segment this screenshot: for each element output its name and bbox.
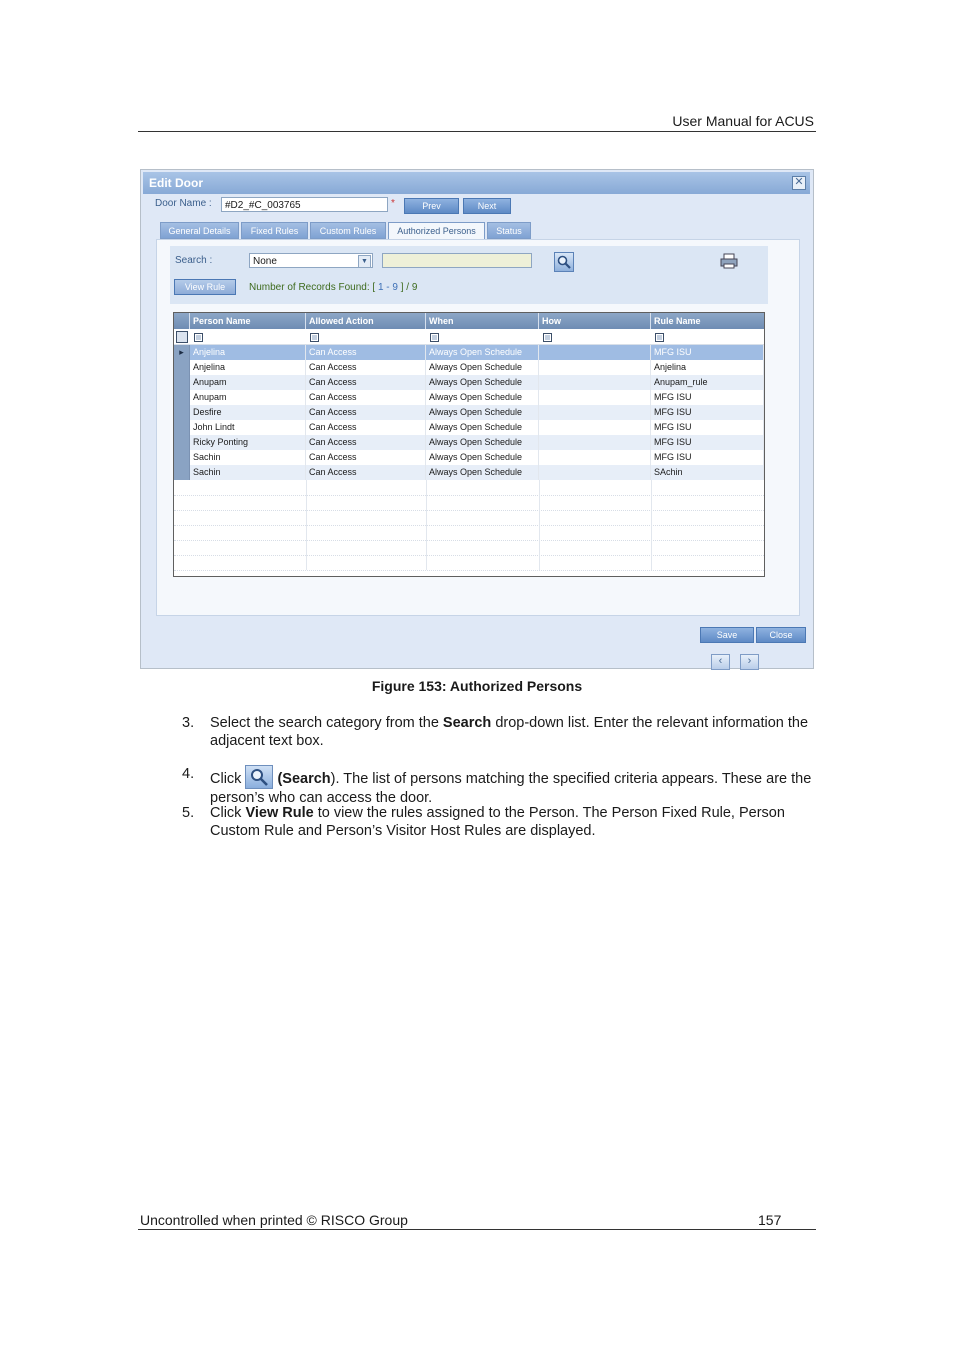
table-cell (539, 405, 651, 420)
table-cell: MFG ISU (651, 405, 764, 420)
row-indicator (174, 390, 190, 405)
records-total: ] / 9 (400, 282, 418, 293)
table-cell: Can Access (306, 390, 426, 405)
empty-row (174, 480, 764, 496)
table-cell (539, 420, 651, 435)
window-title: Edit Door (149, 176, 203, 190)
table-cell (539, 465, 651, 480)
empty-cell (651, 510, 765, 525)
column-header[interactable]: Person Name (190, 313, 306, 329)
filter-checkbox[interactable] (543, 333, 552, 342)
filter-icon[interactable] (176, 331, 188, 343)
row-indicator (174, 435, 190, 450)
step-text: Select the search category from the (210, 715, 443, 731)
table-row[interactable] (174, 420, 764, 435)
empty-cell (539, 555, 652, 570)
chevron-down-icon[interactable]: ▼ (358, 255, 371, 268)
table-row[interactable] (174, 375, 764, 390)
empty-row (174, 525, 764, 541)
table-cell (539, 390, 651, 405)
table-cell: Always Open Schedule (426, 405, 539, 420)
filter-checkbox[interactable] (655, 333, 664, 342)
row-indicator (174, 420, 190, 435)
table-cell (539, 450, 651, 465)
empty-cell (539, 510, 652, 525)
empty-cell (306, 540, 427, 555)
table-cell: Anjelina (651, 360, 764, 375)
step-text: to view the rules assigned to the Person. The Person Fixed Rule, Person Custom Rule and Person’s Visitor Host Rules are displayed. (210, 805, 785, 839)
tab-general-details[interactable]: General Details (160, 222, 239, 239)
empty-row (174, 495, 764, 511)
row-indicator (174, 375, 190, 390)
step-number: 5. (182, 805, 195, 821)
empty-cell (306, 495, 427, 510)
search-icon (245, 765, 273, 789)
column-header[interactable]: Allowed Action (306, 313, 426, 329)
table-cell: Desfire (190, 405, 306, 420)
empty-cell (306, 510, 427, 525)
table-row[interactable] (174, 360, 764, 375)
table-cell: Always Open Schedule (426, 465, 539, 480)
page-header (138, 112, 816, 132)
table-row[interactable] (174, 465, 764, 480)
grid-header (174, 313, 764, 329)
empty-cell (426, 480, 540, 495)
column-header[interactable]: How (539, 313, 651, 329)
empty-row (174, 540, 764, 556)
save-button[interactable]: Save (700, 627, 754, 643)
table-cell: Sachin (190, 450, 306, 465)
table-cell: Always Open Schedule (426, 390, 539, 405)
table-row[interactable] (174, 450, 764, 465)
records-range: 1 - 9 (375, 282, 401, 293)
table-cell: Can Access (306, 465, 426, 480)
page-footer (138, 1210, 816, 1230)
empty-cell (426, 555, 540, 570)
table-cell (539, 435, 651, 450)
step-number: 3. (182, 715, 195, 731)
footer-copyright: Uncontrolled when printed © RISCO Group (140, 1212, 408, 1228)
empty-cell (190, 480, 307, 495)
empty-row (174, 510, 764, 526)
table-cell: Anjelina (190, 345, 306, 360)
step-bold: (Search (277, 771, 331, 787)
row-indicator (174, 360, 190, 375)
records-found (249, 282, 417, 293)
empty-cell (426, 495, 540, 510)
table-cell: Always Open Schedule (426, 420, 539, 435)
empty-cell (539, 525, 652, 540)
persons-grid (173, 312, 765, 577)
table-cell: Can Access (306, 375, 426, 390)
search-bar (170, 246, 768, 304)
row-indicator (174, 465, 190, 480)
table-cell: Ricky Ponting (190, 435, 306, 450)
empty-cell (539, 495, 652, 510)
table-cell: Anupam_rule (651, 375, 764, 390)
empty-cell (539, 480, 652, 495)
table-cell (539, 345, 651, 360)
table-cell: Can Access (306, 360, 426, 375)
step-text: Click (210, 805, 246, 821)
table-cell: MFG ISU (651, 390, 764, 405)
records-text: Number of Records Found: [ (249, 282, 376, 293)
next-button[interactable]: Next (463, 198, 511, 214)
empty-cell (426, 525, 540, 540)
window-titlebar (143, 172, 810, 194)
empty-cell (190, 540, 307, 555)
tab-status[interactable]: Status (487, 222, 531, 239)
view-rule-button[interactable]: View Rule (174, 279, 236, 295)
table-cell: MFG ISU (651, 450, 764, 465)
empty-cell (190, 495, 307, 510)
filter-row (174, 330, 764, 345)
step-text: drop-down list. Enter the relevant information the adjacent text box. (210, 715, 809, 749)
table-cell: Always Open Schedule (426, 375, 539, 390)
table-cell: SAchin (651, 465, 764, 480)
search-icon (555, 253, 573, 271)
column-header[interactable]: When (426, 313, 539, 329)
chevron-right-icon[interactable]: › (740, 654, 759, 670)
table-cell: Always Open Schedule (426, 360, 539, 375)
table-row[interactable] (174, 435, 764, 450)
search-label: Search : (175, 255, 213, 266)
table-cell: Always Open Schedule (426, 435, 539, 450)
filter-checkbox[interactable] (310, 333, 319, 342)
tab-custom-rules[interactable]: Custom Rules (310, 222, 386, 239)
table-row[interactable] (174, 345, 764, 360)
column-header[interactable]: Rule Name (654, 316, 701, 326)
step-text: Click (210, 771, 246, 787)
empty-cell (651, 540, 765, 555)
empty-cell (426, 540, 540, 555)
table-cell: John Lindt (190, 420, 306, 435)
header-corner (174, 313, 190, 329)
empty-cell (426, 510, 540, 525)
row-indicator (174, 450, 190, 465)
required-mark: * (391, 198, 395, 209)
empty-cell (539, 540, 652, 555)
table-cell: Always Open Schedule (426, 450, 539, 465)
printer-icon[interactable] (719, 253, 739, 269)
empty-cell (306, 480, 427, 495)
header-title: User Manual for ACUS (672, 113, 814, 129)
empty-cell (190, 555, 307, 570)
empty-row (174, 555, 764, 571)
step-bold: View Rule (245, 805, 314, 821)
step-text: ). The list of persons matching the specified criteria appears. These are the person’s who can access the door. (210, 771, 812, 806)
step-bold: Search (442, 715, 492, 731)
empty-cell (306, 525, 427, 540)
table-cell: Anupam (190, 375, 306, 390)
tab-fixed-rules[interactable]: Fixed Rules (241, 222, 308, 239)
empty-cell (306, 555, 427, 570)
table-row[interactable] (174, 390, 764, 405)
table-cell: Sachin (190, 465, 306, 480)
chevron-left-icon[interactable]: ‹ (711, 654, 730, 670)
edit-door-window (140, 169, 814, 669)
tab-authorized-persons[interactable]: Authorized Persons (388, 222, 485, 239)
close-button[interactable]: Close (756, 627, 806, 643)
search-category-select[interactable] (249, 253, 373, 268)
table-cell: Anjelina (190, 360, 306, 375)
filter-checkbox[interactable] (430, 333, 439, 342)
prev-button[interactable]: Prev (404, 198, 459, 214)
table-cell: Can Access (306, 450, 426, 465)
search-select-value: None (253, 256, 277, 267)
page-number: 157 (758, 1212, 782, 1228)
table-cell (539, 375, 651, 390)
close-icon[interactable]: ✕ (792, 176, 806, 190)
step-number: 4. (182, 766, 195, 782)
empty-cell (190, 510, 307, 525)
table-cell: Can Access (306, 345, 426, 360)
table-row[interactable] (174, 405, 764, 420)
empty-cell (190, 525, 307, 540)
empty-cell (651, 495, 765, 510)
table-cell (539, 360, 651, 375)
row-pointer-icon: ▸ (174, 345, 190, 360)
table-cell: MFG ISU (651, 420, 764, 435)
empty-cell (651, 555, 765, 570)
door-name-label: Door Name : (155, 198, 212, 209)
table-cell: Always Open Schedule (426, 345, 539, 360)
figure-caption: Figure 153: Authorized Persons (371, 678, 583, 694)
table-cell: Anupam (190, 390, 306, 405)
table-cell: Can Access (306, 420, 426, 435)
table-cell: MFG ISU (651, 345, 764, 360)
filter-checkbox[interactable] (194, 333, 203, 342)
table-cell: Can Access (306, 435, 426, 450)
row-indicator (174, 405, 190, 420)
table-cell: MFG ISU (651, 435, 764, 450)
search-button[interactable] (554, 252, 574, 272)
table-cell: Can Access (306, 405, 426, 420)
search-input[interactable] (382, 253, 532, 268)
door-name-input[interactable]: #D2_#C_003765 (221, 197, 388, 212)
empty-cell (651, 480, 765, 495)
empty-cell (651, 525, 765, 540)
